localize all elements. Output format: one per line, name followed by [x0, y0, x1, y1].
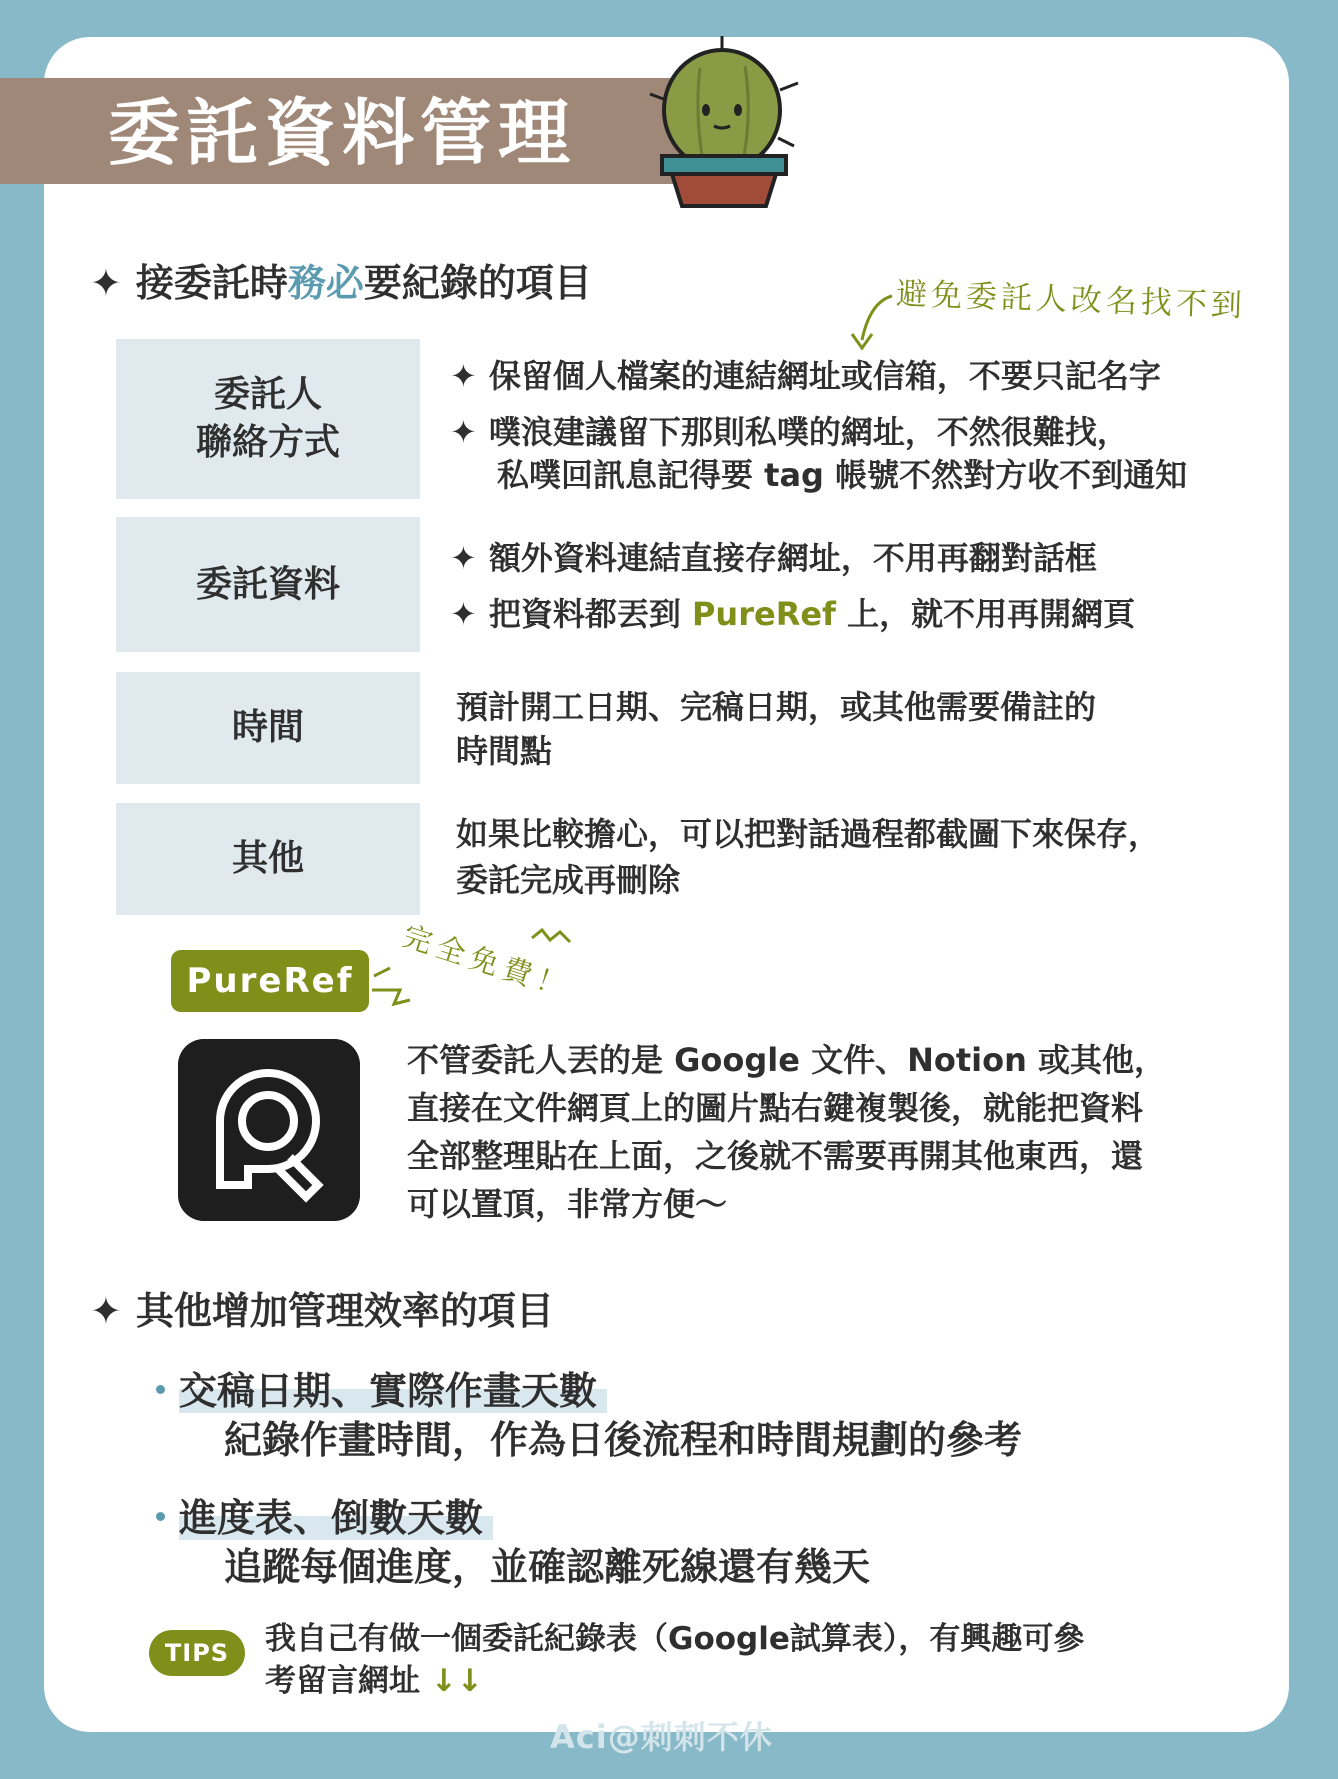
row-label-contact: 委託人 聯絡方式 — [116, 339, 420, 499]
list-item-desc: 追蹤每個進度，並確認離死線還有幾天 — [224, 1545, 871, 1589]
pureref-desc-line-4: 可以置頂，非常方便～ — [407, 1185, 728, 1223]
contact-line-3: 私噗回訊息記得要 tag 帳號不然對方收不到通知 — [497, 456, 1188, 494]
row-label-other: 其他 — [116, 803, 420, 915]
row-label-time: 時間 — [116, 672, 420, 784]
pureref-desc-line-3: 全部整理貼在上面，之後就不需要再開其他東西，還 — [407, 1137, 1144, 1175]
cactus-illustration — [640, 28, 810, 213]
contact-line-2: ✦ 噗浪建議留下那則私噗的網址，不然很難找， — [450, 413, 1129, 451]
list-item-title: 交稿日期、實際作畫天數 — [156, 1366, 607, 1416]
pureref-app-icon — [178, 1039, 360, 1221]
section1-heading: ✦ 接委託時務必要紀錄的項目 — [90, 261, 592, 305]
star-bullet-icon: ✦ — [90, 1289, 122, 1333]
star-bullet-icon: ✦ — [450, 595, 477, 633]
tips-text: 我自己有做一個委託紀錄表（Google試算表），有興趣可參 考留言網址 ↓↓ — [265, 1621, 1085, 1699]
bullet-dot-icon — [156, 1512, 165, 1521]
row-label-data: 委託資料 — [116, 517, 420, 652]
star-bullet-icon: ✦ — [450, 413, 477, 451]
bullet-dot-icon — [156, 1385, 165, 1394]
side-note: 避免委託人改名找不到 — [895, 275, 1247, 325]
pureref-highlight: PureRef — [691, 595, 836, 633]
contact-line-1: ✦ 保留個人檔案的連結網址或信箱，不要只記名字 — [450, 357, 1161, 395]
data-line-1: ✦ 額外資料連結直接存網址，不用再翻對話框 — [450, 539, 1097, 577]
time-line-2: 時間點 — [456, 732, 553, 770]
star-bullet-icon: ✦ — [90, 261, 122, 305]
other-line-1: 如果比較擔心，可以把對話過程都截圖下來保存， — [456, 815, 1161, 853]
section2-heading: ✦ 其他增加管理效率的項目 — [90, 1289, 554, 1333]
tips-badge: TIPS — [149, 1630, 245, 1676]
pureref-desc-line-2: 直接在文件網頁上的圖片點右鍵複製後，就能把資料 — [407, 1089, 1144, 1127]
free-note: 完全免費！ — [398, 918, 576, 1006]
page-title: 委託資料管理 — [108, 91, 577, 175]
list-item-desc: 紀錄作畫時間，作為日後流程和時間規劃的參考 — [224, 1418, 1023, 1462]
arrow-down-icon — [840, 290, 900, 354]
list-item-title: 進度表、倒數天數 — [156, 1493, 493, 1543]
data-line-2: ✦ 把資料都丟到 PureRef 上，就不用再開網頁 — [450, 595, 1136, 633]
double-arrow-down-icon: ↓↓ — [430, 1663, 483, 1699]
pureref-desc-line-1: 不管委託人丟的是 Google 文件、Notion 或其他， — [407, 1041, 1167, 1079]
watermark: Aci@刺刺不休 — [550, 1718, 773, 1756]
pureref-badge: PureRef — [171, 950, 369, 1012]
star-bullet-icon: ✦ — [450, 357, 477, 395]
heading-accent: 務必 — [287, 261, 364, 305]
star-bullet-icon: ✦ — [450, 539, 477, 577]
time-line-1: 預計開工日期、完稿日期，或其他需要備註的 — [456, 688, 1097, 726]
other-line-2: 委託完成再刪除 — [456, 861, 681, 899]
